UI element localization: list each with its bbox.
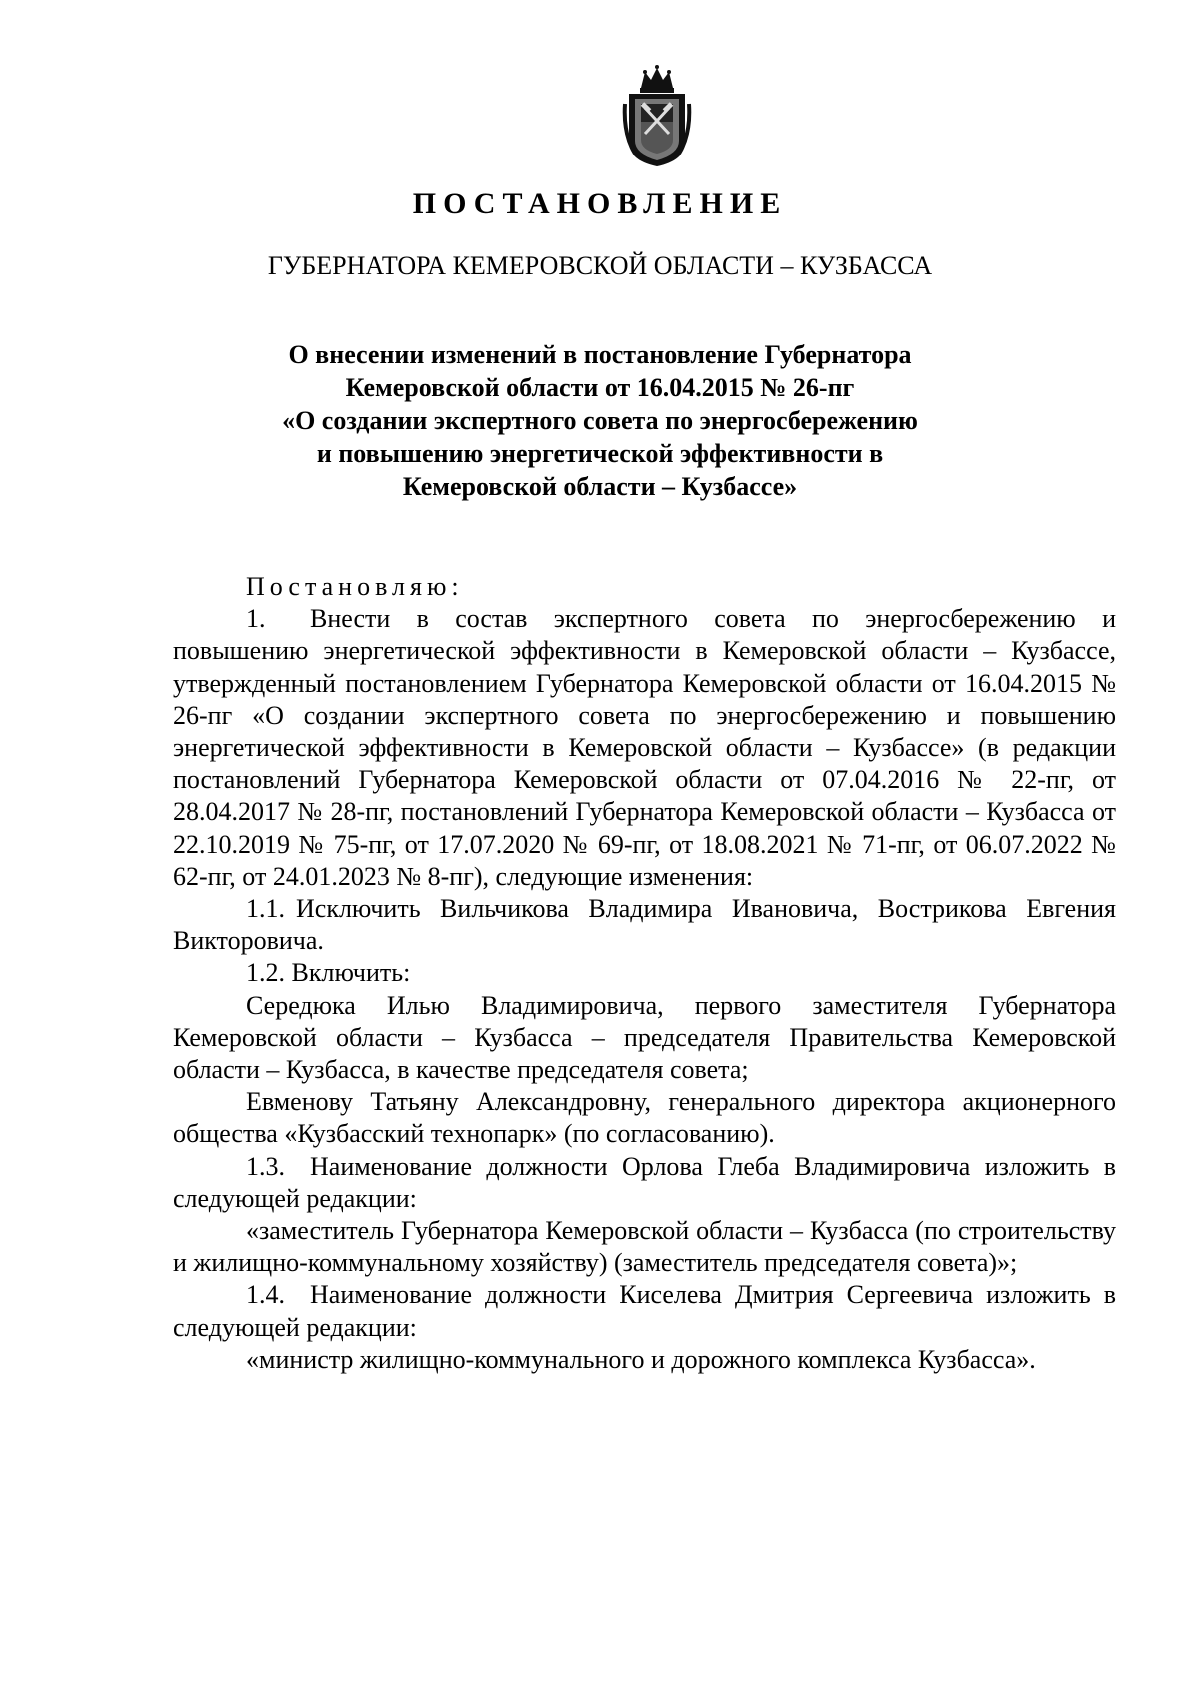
item-1-2-person-1: Середюка Илью Владимировича, первого заместителя Губернатора Кемеровской области – Кузбасса – председателя Правительства Кемеровской области – Кузбасса, в качестве председателя совета; [173,990,1116,1085]
item-number: 1.3. [246,1151,285,1181]
item-1-2-person-2: Евменову Татьяну Александровну, генерального директора акционерного общества «Кузбасский технопарк» (по согласованию). [173,1087,1116,1149]
heading-line: Кемеровской области – Кузбассе» [402,472,798,501]
document-heading [0,338,1200,503]
item-text: Наименование должности Киселева Дмитрия Сергеевича изложить в следующей редакции: [173,1280,1116,1342]
item-1-3-quote: «заместитель Губернатора Кемеровской области – Кузбасса (по строительству и жилищно-коммунальному хозяйству) (заместитель председателя совета)»; [173,1216,1116,1278]
document-body [173,571,1116,1376]
item-1-1-paragraph [173,893,1116,957]
item-1-4-paragraph [173,1279,1116,1343]
heading-line: Кемеровской области от 16.04.2015 № 26-пг [345,373,855,402]
heading-line: О внесении изменений в постановление Губернатора [288,340,912,369]
item-number: 1.1. [246,894,285,924]
document-type-title: ПОСТАНОВЛЕНИЕ [412,187,788,220]
item-1-3-paragraph [173,1151,1116,1215]
item-1-paragraph [173,603,1116,893]
decree-word: Постановляю: [246,572,464,601]
item-1-4-quote: «министр жилищно-коммунального и дорожного комплекса Кузбасса». [246,1344,1036,1374]
heading-line: «О создании экспертного совета по энергосбережению [282,406,918,435]
item-number: 1. [246,604,266,634]
item-1-2-paragraph: 1.2. Включить: [246,958,411,988]
heading-line: и повышению энергетической эффективности в [316,439,884,468]
item-text: Наименование должности Орлова Глеба Владимировича изложить в следующей редакции: [173,1151,1116,1213]
item-text: Исключить Вильчикова Владимира Ивановича, Вострикова Евгения Викторовича. [173,894,1116,956]
item-text: Внести в состав экспертного совета по энергосбережению и повышению энергетической эффективности в Кемеровской области – Кузбассе, утвержденный постановлением Губернатора Кемеровской области от 16.04.2015 № 26-пг «О создании экспертного совета по энергосбережению и повышению энергетической эффективности в Кемеровской области – Кузбассе» (в редакции постановлений Губернатора Кемеровской области от 07.04.2016 № 22-пг, от 28.04.2017 № 28-пг, постановлений Губернатора Кемеровской области – Кузбасса от 22.10.2019 № 75-пг, от 17.07.2020 № 69-пг, от 18.08.2021 № 71-пг, от 06.07.2022 № 62-пг, от 24.01.2023 № 8-пг), следующие изменения: [173,604,1116,891]
coat-of-arms-emblem [621,64,693,168]
decree-word-paragraph [173,571,1116,603]
issuing-authority: ГУБЕРНАТОРА КЕМЕРОВСКОЙ ОБЛАСТИ – КУЗБАССА [267,251,933,280]
item-number: 1.4. [246,1280,285,1310]
